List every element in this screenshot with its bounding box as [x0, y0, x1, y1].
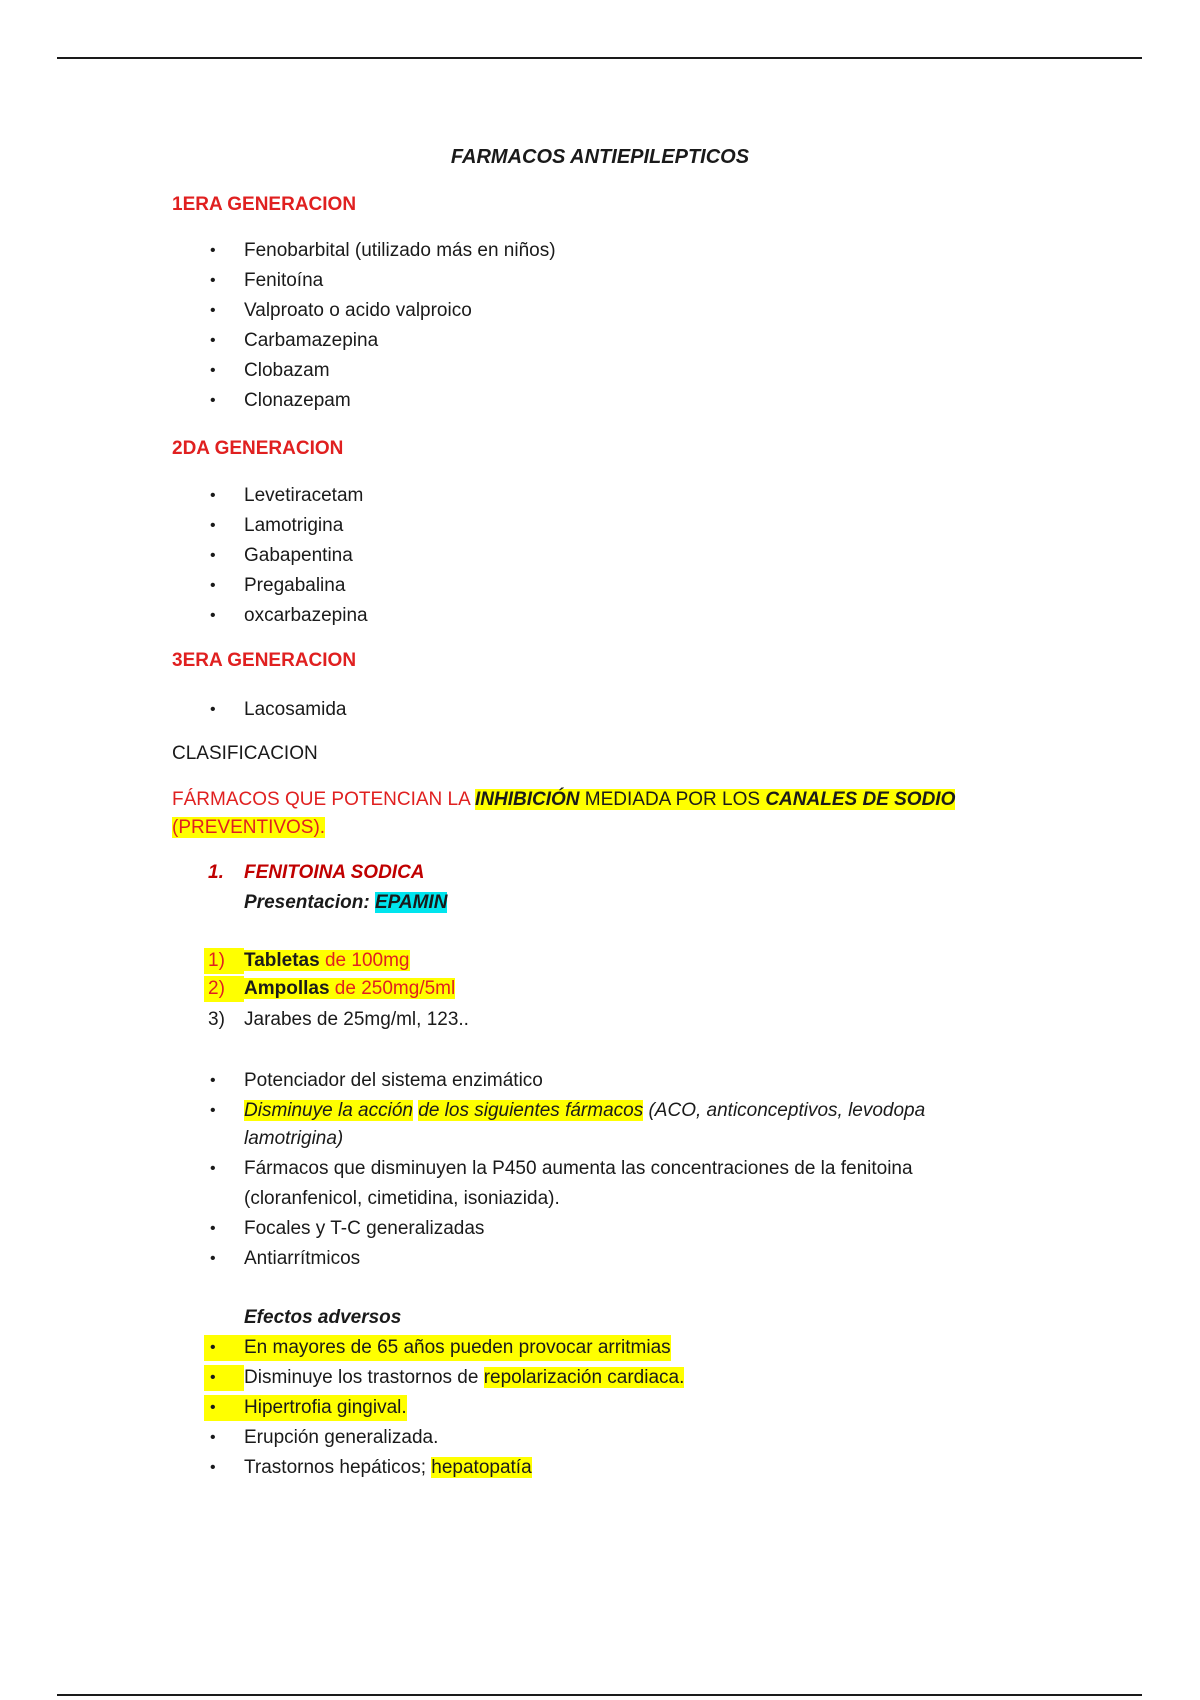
fenitoina-name: FENITOINA SODICA [244, 862, 425, 883]
sodio-text-preventivos: (PREVENTIVOS). [172, 817, 326, 838]
property-item: Antiarrítmicos [244, 1248, 361, 1269]
efecto-item: Hipertrofia gingival. [244, 1395, 407, 1421]
bullet: • [210, 547, 216, 564]
efecto-item [244, 1365, 684, 1391]
form-dose: 250mg/5ml [361, 978, 456, 999]
efectos-title: Efectos adversos [244, 1307, 402, 1328]
efecto-item: En mayores de 65 años pueden provocar arritmias [244, 1335, 671, 1361]
list-item: oxcarbazepina [244, 605, 368, 626]
list-item: Lacosamida [244, 699, 347, 720]
property-item: Fármacos que disminuyen la P450 aumenta las concentraciones de la fenitoina [244, 1158, 913, 1179]
gen2-heading: 2DA GENERACION [172, 438, 344, 459]
efecto-text: repolarización cardiaca. [483, 1367, 685, 1388]
list-item: Clonazepam [244, 390, 351, 411]
fenitoina-number: 1. [208, 862, 224, 883]
form-item: Jarabes de 25mg/ml, 123.. [244, 1009, 469, 1030]
property-item: Potenciador del sistema enzimático [244, 1070, 543, 1091]
bullet: • [210, 1160, 216, 1177]
bullet: • [210, 517, 216, 534]
efecto-text: Trastornos hepáticos; [244, 1457, 432, 1478]
document-title: FARMACOS ANTIEPILEPTICOS [450, 146, 750, 168]
efecto-item: Erupción generalizada. [244, 1427, 439, 1448]
list-item: Valproato o acido valproico [244, 300, 472, 321]
list-item: Levetiracetam [244, 485, 364, 506]
clasificacion-label: CLASIFICACION [172, 743, 318, 764]
sodio-text-3: MEDIADA POR LOS [579, 789, 766, 810]
property-item-continued: (cloranfenicol, cimetidina, isoniazida). [244, 1188, 560, 1209]
bullet: • [210, 242, 216, 259]
bullet: • [210, 1339, 216, 1356]
form-name: Ampollas [244, 978, 330, 999]
presentacion-value: EPAMIN [374, 892, 448, 913]
bullet: • [210, 577, 216, 594]
list-item: Lamotrigina [244, 515, 344, 536]
bullet: • [210, 272, 216, 289]
bullet: • [210, 1399, 216, 1416]
sodio-text-inhibicion: INHIBICIÓN [475, 789, 580, 810]
bullet: • [210, 362, 216, 379]
bullet: • [210, 1102, 216, 1119]
list-item: Fenobarbital (utilizado más en niños) [244, 240, 556, 261]
bullet: • [210, 302, 216, 319]
property-item [244, 1098, 925, 1124]
list-item: Clobazam [244, 360, 330, 381]
bullet: • [210, 1459, 216, 1476]
property-text: (ACO, anticonceptivos, levodopa [643, 1100, 926, 1121]
property-text: de los siguientes fármacos [418, 1100, 644, 1121]
bullet: • [210, 1220, 216, 1237]
bottom-rule [57, 1694, 1142, 1696]
presentacion-line [244, 890, 447, 916]
form-name: Tabletas [244, 950, 320, 971]
sodio-text-1: FÁRMACOS QUE POTENCIAN LA [172, 789, 475, 810]
bullet: • [210, 701, 216, 718]
efecto-text: hepatopatía [431, 1457, 532, 1478]
form-de: de [329, 978, 362, 999]
bullet: • [210, 607, 216, 624]
form-item [244, 948, 410, 974]
list-item: Gabapentina [244, 545, 353, 566]
sodio-paragraph-line2 [172, 817, 325, 839]
presentacion-label: Presentacion: [244, 892, 375, 913]
bullet: • [210, 1369, 216, 1386]
property-item-continued: lamotrigina) [244, 1128, 344, 1149]
gen1-heading: 1ERA GENERACION [172, 194, 357, 215]
form-number: 1) [208, 950, 225, 971]
form-dose: 100mg [351, 950, 410, 971]
bullet: • [210, 1429, 216, 1446]
property-text: Disminuye la acción [244, 1100, 413, 1121]
form-de: de [319, 950, 352, 971]
gen3-heading: 3ERA GENERACION [172, 650, 357, 671]
efecto-item [244, 1455, 532, 1481]
form-item [244, 976, 455, 1002]
sodio-paragraph [172, 789, 955, 811]
bullet: • [210, 487, 216, 504]
bullet: • [210, 1250, 216, 1267]
bullet: • [210, 392, 216, 409]
top-rule [57, 57, 1142, 59]
bullet: • [210, 332, 216, 349]
form-number: 2) [208, 978, 225, 999]
bullet: • [210, 1072, 216, 1089]
form-number: 3) [208, 1009, 225, 1030]
list-item: Fenitoína [244, 270, 324, 291]
efecto-text: Disminuye los trastornos de [244, 1367, 484, 1388]
list-item: Carbamazepina [244, 330, 379, 351]
list-item: Pregabalina [244, 575, 346, 596]
sodio-text-canales: CANALES DE SODIO [765, 789, 956, 810]
property-item: Focales y T-C generalizadas [244, 1218, 485, 1239]
